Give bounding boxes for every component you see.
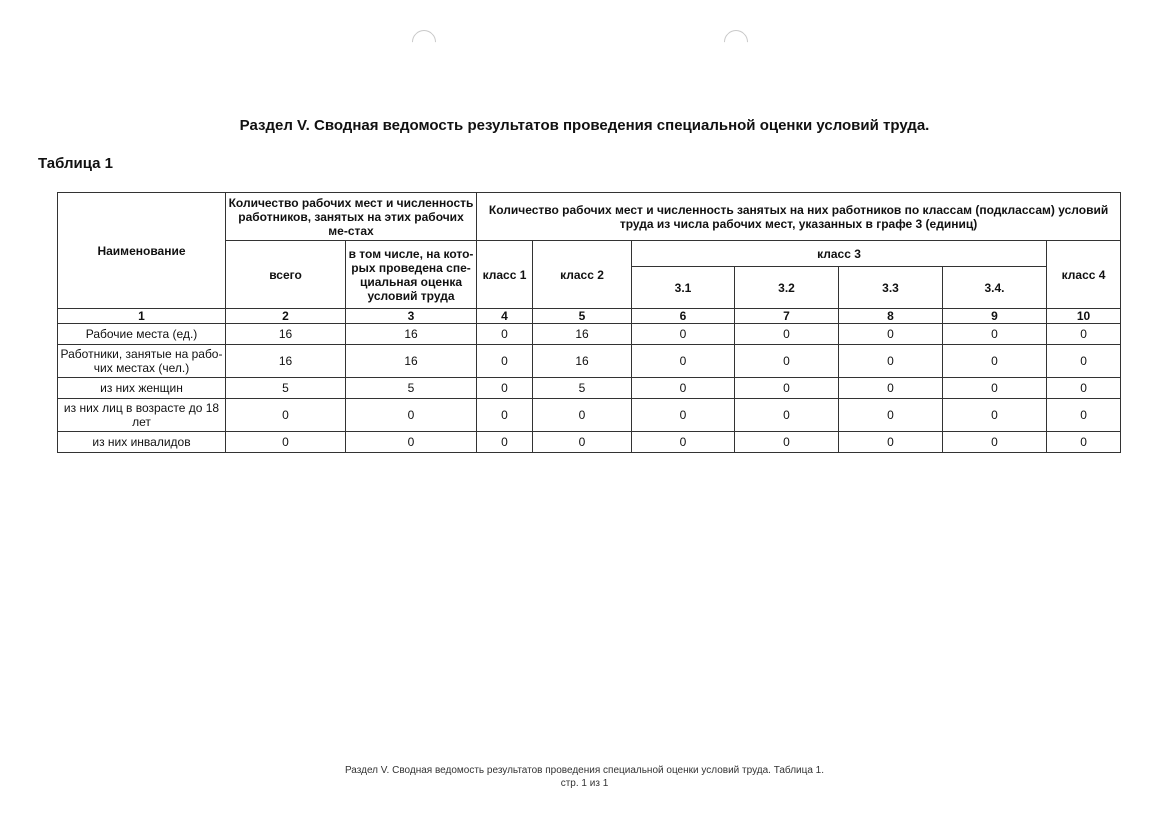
table-cell: 0 — [477, 324, 533, 345]
row-label: из них лиц в возрасте до 18 лет — [58, 399, 226, 432]
table-cell: 0 — [839, 378, 943, 399]
table-cell: 0 — [943, 399, 1047, 432]
table-cell: 0 — [839, 345, 943, 378]
table-cell: 0 — [632, 378, 735, 399]
column-number: 10 — [1047, 309, 1121, 324]
table-cell: 0 — [346, 399, 477, 432]
header-class-2: класс 2 — [533, 241, 632, 309]
table-cell: 0 — [477, 399, 533, 432]
table-cell: 0 — [1047, 324, 1121, 345]
header-classes-group: Количество рабочих мест и численность занятых на них работников по классам (подклассам) условий труда из числа рабочих мест, указанных в графе 3 (единиц) — [477, 193, 1121, 241]
table-cell: 16 — [226, 324, 346, 345]
table-row — [58, 378, 1121, 399]
header-total: всего — [226, 241, 346, 309]
table-cell: 0 — [1047, 432, 1121, 453]
header-name: Наименование — [58, 193, 226, 309]
header-class-1: класс 1 — [477, 241, 533, 309]
header-assessed: в том числе, на кото-рых проведена спе-циальная оценка условий труда — [346, 241, 477, 309]
column-number-row — [58, 309, 1121, 324]
table-row — [58, 345, 1121, 378]
row-label: Рабочие места (ед.) — [58, 324, 226, 345]
page-number: стр. 1 из 1 — [560, 778, 609, 789]
header-subclass-3-4: 3.4. — [943, 267, 1047, 309]
column-number: 7 — [735, 309, 839, 324]
table-row — [58, 324, 1121, 345]
header-class-3: класс 3 — [632, 241, 1047, 267]
column-number: 4 — [477, 309, 533, 324]
table-cell: 5 — [533, 378, 632, 399]
table-cell: 0 — [735, 378, 839, 399]
table-cell: 16 — [533, 324, 632, 345]
punch-hole-mark-left — [407, 25, 441, 59]
table-cell: 0 — [943, 345, 1047, 378]
table-cell: 0 — [735, 432, 839, 453]
table-cell: 0 — [735, 345, 839, 378]
table-cell: 0 — [632, 324, 735, 345]
summary-table — [57, 192, 1121, 453]
header-subclass-3-1: 3.1 — [632, 267, 735, 309]
table-cell: 0 — [839, 399, 943, 432]
table-cell: 0 — [632, 399, 735, 432]
table-cell: 0 — [839, 432, 943, 453]
column-number: 9 — [943, 309, 1047, 324]
column-number: 2 — [226, 309, 346, 324]
header-workplaces-group: Количество рабочих мест и численность работников, занятых на этих рабочих ме-стах — [226, 193, 477, 241]
table-cell: 16 — [346, 345, 477, 378]
header-subclass-3-2: 3.2 — [735, 267, 839, 309]
header-subclass-3-3: 3.3 — [839, 267, 943, 309]
footer-caption: Раздел V. Сводная ведомость результатов проведения специальной оценки условий труда. Таблица 1. — [344, 765, 825, 776]
column-number: 5 — [533, 309, 632, 324]
table-cell: 16 — [533, 345, 632, 378]
table-cell: 5 — [226, 378, 346, 399]
table-cell: 0 — [735, 399, 839, 432]
table-cell: 0 — [943, 378, 1047, 399]
table-cell: 0 — [226, 399, 346, 432]
row-label: из них инвалидов — [58, 432, 226, 453]
table-cell: 16 — [226, 345, 346, 378]
column-number: 1 — [58, 309, 226, 324]
table-cell: 0 — [632, 345, 735, 378]
table-cell: 0 — [943, 324, 1047, 345]
header-class-4: класс 4 — [1047, 241, 1121, 309]
table-cell: 0 — [533, 432, 632, 453]
column-number: 6 — [632, 309, 735, 324]
table-label: Таблица 1 — [38, 155, 114, 172]
table-cell: 0 — [839, 324, 943, 345]
table-row — [58, 399, 1121, 432]
page-footer — [0, 764, 1169, 790]
punch-hole-mark-right — [719, 25, 753, 59]
column-number: 8 — [839, 309, 943, 324]
table-cell: 0 — [735, 324, 839, 345]
table-cell: 0 — [632, 432, 735, 453]
table-cell: 0 — [477, 378, 533, 399]
table-cell: 0 — [477, 432, 533, 453]
table-cell: 0 — [1047, 399, 1121, 432]
table-cell: 0 — [1047, 345, 1121, 378]
row-label: из них женщин — [58, 378, 226, 399]
table-cell: 0 — [477, 345, 533, 378]
section-title: Раздел V. Сводная ведомость результатов проведения специальной оценки условий труда. — [239, 117, 930, 134]
table-cell: 16 — [346, 324, 477, 345]
table-cell: 0 — [943, 432, 1047, 453]
row-label: Работники, занятые на рабо-чих местах (чел.) — [58, 345, 226, 378]
table-cell: 0 — [346, 432, 477, 453]
table-cell: 0 — [533, 399, 632, 432]
table-cell: 5 — [346, 378, 477, 399]
table-cell: 0 — [1047, 378, 1121, 399]
table-row — [58, 432, 1121, 453]
table-cell: 0 — [226, 432, 346, 453]
column-number: 3 — [346, 309, 477, 324]
